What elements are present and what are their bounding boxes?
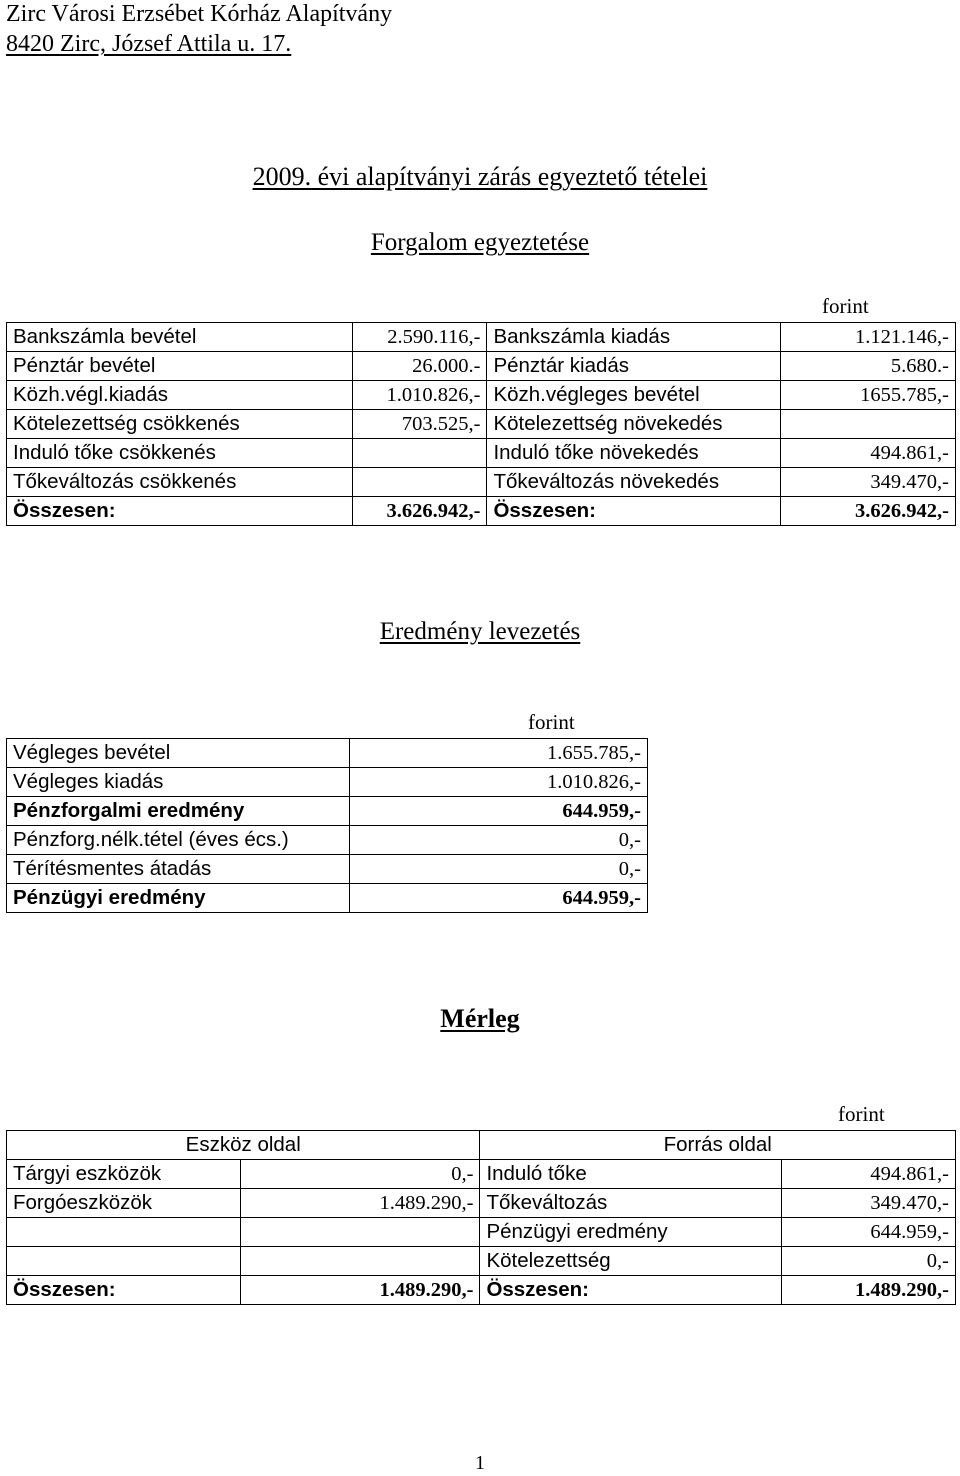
table-row: [7, 323, 956, 352]
merleg-section-title: Mérleg: [440, 1004, 520, 1033]
table-row: [7, 797, 648, 826]
table-row: [7, 768, 648, 797]
org-name: Zirc Városi Erzsébet Kórház Alapítvány: [6, 1, 393, 27]
table-row: [7, 439, 956, 468]
row-label: Végleges bevétel: [7, 739, 350, 768]
merleg-header-row: [7, 1131, 956, 1160]
left-label: [7, 1218, 241, 1247]
merleg-total-row: [7, 1276, 956, 1305]
left-value: [240, 1218, 480, 1247]
right-value: 644.959,-: [782, 1218, 956, 1247]
row-label: Pénzforgalmi eredmény: [7, 797, 350, 826]
page-number: 1: [475, 1452, 485, 1474]
merleg-table: [6, 1130, 956, 1305]
right-total-value: 1.489.290,-: [782, 1276, 956, 1305]
eredmeny-section-title: Eredmény levezetés: [379, 618, 581, 645]
row-value: 0,-: [349, 855, 647, 884]
row-value: 0,-: [349, 826, 647, 855]
right-value: 1.121.146,-: [781, 323, 956, 352]
left-total-value: 3.626.942,-: [352, 497, 487, 526]
table-row: [7, 855, 648, 884]
right-label: Tőkeváltozás: [480, 1189, 782, 1218]
row-value: 1.010.826,-: [349, 768, 647, 797]
left-value: 26.000.-: [352, 352, 487, 381]
right-label: Közh.végleges bevétel: [487, 381, 781, 410]
right-value: 0,-: [782, 1247, 956, 1276]
right-label: Pénztár kiadás: [487, 352, 781, 381]
right-value: [781, 410, 956, 439]
left-value: 1.010.826,-: [352, 381, 487, 410]
right-value: 494.861,-: [781, 439, 956, 468]
left-label: Forgóeszközök: [7, 1189, 241, 1218]
table-row: [7, 739, 648, 768]
forgalom-unit-label: forint: [822, 294, 869, 318]
table-row: [7, 1247, 956, 1276]
right-label: Pénzügyi eredmény: [480, 1218, 782, 1247]
row-value: 644.959,-: [349, 797, 647, 826]
eredmeny-table: [6, 738, 648, 913]
merleg-left-header: Eszköz oldal: [7, 1131, 480, 1160]
table-row: [7, 826, 648, 855]
right-total-value: 3.626.942,-: [781, 497, 956, 526]
left-value: [352, 439, 487, 468]
right-value: 1655.785,-: [781, 381, 956, 410]
right-label: Induló tőke növekedés: [487, 439, 781, 468]
right-value: 5.680.-: [781, 352, 956, 381]
right-total-label: Összesen:: [487, 497, 781, 526]
right-label: Kötelezettség: [480, 1247, 782, 1276]
row-value: 1.655.785,-: [349, 739, 647, 768]
left-label: Közh.végl.kiadás: [7, 381, 353, 410]
right-value: 349.470,-: [781, 468, 956, 497]
table-row: [7, 381, 956, 410]
left-total-label: Összesen:: [7, 1276, 241, 1305]
forgalom-total-row: [7, 497, 956, 526]
left-label: Kötelezettség csökkenés: [7, 410, 353, 439]
right-label: Induló tőke: [480, 1160, 782, 1189]
left-label: Tárgyi eszközök: [7, 1160, 241, 1189]
document-title: [0, 162, 960, 192]
right-label: Tőkeváltozás növekedés: [487, 468, 781, 497]
left-value: [240, 1247, 480, 1276]
right-value: 494.861,-: [782, 1160, 956, 1189]
title-rest: évi alapítványi zárás egyeztető tételei: [311, 162, 708, 191]
left-value: 1.489.290,-: [240, 1189, 480, 1218]
left-label: Induló tőke csökkenés: [7, 439, 353, 468]
table-row: [7, 1160, 956, 1189]
forgalom-table: [6, 322, 956, 526]
table-row: [7, 1218, 956, 1247]
left-value: [352, 468, 487, 497]
row-value: 644.959,-: [349, 884, 647, 913]
merleg-unit-label: forint: [838, 1102, 885, 1126]
left-value: 2.590.116,-: [352, 323, 487, 352]
left-label: Tőkeváltozás csökkenés: [7, 468, 353, 497]
table-row: [7, 1189, 956, 1218]
row-label: Pénzügyi eredmény: [7, 884, 350, 913]
row-label: Pénzforg.nélk.tétel (éves écs.): [7, 826, 350, 855]
row-label: Térítésmentes átadás: [7, 855, 350, 884]
left-value: 703.525,-: [352, 410, 487, 439]
merleg-right-header: Forrás oldal: [480, 1131, 956, 1160]
table-row: [7, 410, 956, 439]
right-value: 349.470,-: [782, 1189, 956, 1218]
right-label: Kötelezettség növekedés: [487, 410, 781, 439]
right-total-label: Összesen:: [480, 1276, 782, 1305]
org-address: 8420 Zirc, József Attila u. 17.: [6, 31, 292, 57]
table-row: [7, 884, 648, 913]
title-year: 2009.: [252, 162, 312, 191]
left-label: [7, 1247, 241, 1276]
left-label: Pénztár bevétel: [7, 352, 353, 381]
left-value: 0,-: [240, 1160, 480, 1189]
eredmeny-unit-label: forint: [528, 710, 575, 734]
forgalom-section-title: Forgalom egyeztetése: [370, 229, 590, 256]
row-label: Végleges kiadás: [7, 768, 350, 797]
left-total-value: 1.489.290,-: [240, 1276, 480, 1305]
right-label: Bankszámla kiadás: [487, 323, 781, 352]
left-label: Bankszámla bevétel: [7, 323, 353, 352]
table-row: [7, 468, 956, 497]
table-row: [7, 352, 956, 381]
left-total-label: Összesen:: [7, 497, 353, 526]
